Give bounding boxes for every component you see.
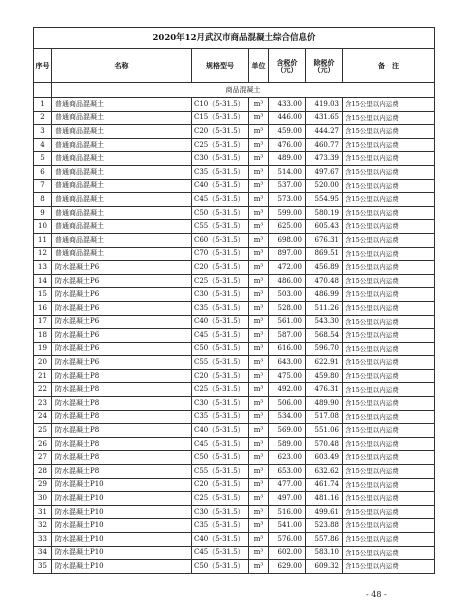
cell-no: 8: [34, 193, 52, 207]
cell-unit: m³: [249, 301, 269, 315]
cell-note: 含15公里以内运费: [343, 342, 435, 356]
cell-unit: m³: [249, 492, 269, 506]
cell-net-price: 596.70: [306, 342, 343, 356]
cell-net-price: 476.31: [306, 383, 343, 397]
cell-spec: C30（5-31.5）: [192, 397, 249, 411]
cell-tax-price: 625.00: [269, 220, 306, 234]
cell-tax-price: 573.00: [269, 193, 306, 207]
cell-net-price: 456.89: [306, 261, 343, 275]
cell-tax-price: 433.00: [269, 98, 306, 112]
cell-unit: m³: [249, 165, 269, 179]
table-row: [34, 492, 435, 506]
cell-note: 含15公里以内运费: [343, 410, 435, 424]
cell-name: 普通商品混凝土: [52, 98, 192, 112]
cell-unit: m³: [249, 206, 269, 220]
cell-name: 防水混凝土P8: [52, 397, 192, 411]
header-spec: 规格型号: [192, 49, 249, 83]
table-row: [34, 465, 435, 479]
cell-name: 防水混凝土P10: [52, 492, 192, 506]
cell-note: 含15公里以内运费: [343, 533, 435, 547]
header-note: 备 注: [343, 49, 435, 83]
table-row: [34, 560, 435, 574]
cell-tax-price: 623.00: [269, 451, 306, 465]
cell-net-price: 481.16: [306, 492, 343, 506]
cell-name: 普通商品混凝土: [52, 179, 192, 193]
cell-net-price: 497.67: [306, 165, 343, 179]
table-row: [34, 125, 435, 139]
cell-unit: m³: [249, 533, 269, 547]
cell-note: 含15公里以内运费: [343, 98, 435, 112]
cell-no: 18: [34, 329, 52, 343]
cell-name: 防水混凝土P10: [52, 560, 192, 574]
cell-spec: C40（5-31.5）: [192, 533, 249, 547]
cell-tax-price: 489.00: [269, 152, 306, 166]
cell-unit: m³: [249, 437, 269, 451]
cell-no: 7: [34, 179, 52, 193]
cell-tax-price: 587.00: [269, 329, 306, 343]
cell-tax-price: 477.00: [269, 478, 306, 492]
cell-net-price: 459.80: [306, 369, 343, 383]
cell-unit: m³: [249, 519, 269, 533]
cell-spec: C30（5-31.5）: [192, 152, 249, 166]
table-row: [34, 261, 435, 275]
cell-no: 35: [34, 560, 52, 574]
cell-no: 1: [34, 98, 52, 112]
cell-tax-price: 528.00: [269, 301, 306, 315]
cell-spec: C35（5-31.5）: [192, 410, 249, 424]
cell-spec: C35（5-31.5）: [192, 165, 249, 179]
cell-note: 含15公里以内运费: [343, 179, 435, 193]
cell-no: 30: [34, 492, 52, 506]
table-row: [34, 165, 435, 179]
table-row: [34, 478, 435, 492]
cell-name: 防水混凝土P6: [52, 342, 192, 356]
cell-unit: m³: [249, 383, 269, 397]
cell-unit: m³: [249, 193, 269, 207]
cell-net-price: 570.48: [306, 437, 343, 451]
cell-net-price: 489.90: [306, 397, 343, 411]
cell-net-price: 523.88: [306, 519, 343, 533]
cell-note: 含15公里以内运费: [343, 383, 435, 397]
cell-note: 含15公里以内运费: [343, 301, 435, 315]
cell-tax-price: 514.00: [269, 165, 306, 179]
cell-note: 含15公里以内运费: [343, 288, 435, 302]
cell-name: 防水混凝土P8: [52, 369, 192, 383]
cell-tax-price: 602.00: [269, 546, 306, 560]
cell-spec: C35（5-31.5）: [192, 301, 249, 315]
cell-no: 3: [34, 125, 52, 139]
cell-spec: C50（5-31.5）: [192, 342, 249, 356]
cell-tax-price: 446.00: [269, 111, 306, 125]
cell-unit: m³: [249, 179, 269, 193]
cell-note: 含15公里以内运费: [343, 233, 435, 247]
cell-tax-price: 503.00: [269, 288, 306, 302]
cell-no: 24: [34, 410, 52, 424]
cell-tax-price: 616.00: [269, 342, 306, 356]
cell-unit: m³: [249, 111, 269, 125]
cell-net-price: 609.32: [306, 560, 343, 574]
table-title: 2020年12月武汉市商品混凝土综合信息价: [34, 28, 435, 49]
cell-no: 21: [34, 369, 52, 383]
cell-unit: m³: [249, 220, 269, 234]
cell-no: 6: [34, 165, 52, 179]
cell-name: 普通商品混凝土: [52, 125, 192, 139]
cell-spec: C55（5-31.5）: [192, 220, 249, 234]
cell-no: 31: [34, 505, 52, 519]
table-row: [34, 315, 435, 329]
header-name: 名称: [52, 49, 192, 83]
cell-note: 含15公里以内运费: [343, 478, 435, 492]
cell-spec: C40（5-31.5）: [192, 315, 249, 329]
cell-name: 防水混凝土P6: [52, 288, 192, 302]
cell-note: 含15公里以内运费: [343, 138, 435, 152]
cell-net-price: 431.65: [306, 111, 343, 125]
header-unit: 单位: [249, 49, 269, 83]
cell-note: 含15公里以内运费: [343, 315, 435, 329]
cell-tax-price: 506.00: [269, 397, 306, 411]
cell-note: 含15公里以内运费: [343, 261, 435, 275]
header-net-price: 除税价 （元）: [306, 49, 343, 83]
cell-net-price: 461.74: [306, 478, 343, 492]
cell-unit: m³: [249, 505, 269, 519]
cell-tax-price: 537.00: [269, 179, 306, 193]
cell-net-price: 869.51: [306, 247, 343, 261]
cell-spec: C35（5-31.5）: [192, 519, 249, 533]
cell-name: 普通商品混凝土: [52, 152, 192, 166]
cell-name: 防水混凝土P10: [52, 478, 192, 492]
cell-tax-price: 541.00: [269, 519, 306, 533]
table-row: [34, 342, 435, 356]
table-row: [34, 193, 435, 207]
table-row: [34, 274, 435, 288]
cell-no: 10: [34, 220, 52, 234]
table-row: [34, 98, 435, 112]
cell-name: 防水混凝土P6: [52, 261, 192, 275]
cell-name: 防水混凝土P8: [52, 410, 192, 424]
cell-spec: C45（5-31.5）: [192, 437, 249, 451]
cell-unit: m³: [249, 233, 269, 247]
cell-unit: m³: [249, 546, 269, 560]
cell-net-price: 543.30: [306, 315, 343, 329]
cell-name: 普通商品混凝土: [52, 206, 192, 220]
cell-net-price: 580.19: [306, 206, 343, 220]
price-table: [33, 27, 435, 574]
cell-tax-price: 561.00: [269, 315, 306, 329]
cell-unit: m³: [249, 98, 269, 112]
cell-net-price: 499.61: [306, 505, 343, 519]
cell-note: 含15公里以内运费: [343, 492, 435, 506]
table-row: [34, 233, 435, 247]
cell-net-price: 605.43: [306, 220, 343, 234]
cell-note: 含15公里以内运费: [343, 356, 435, 370]
cell-no: 23: [34, 397, 52, 411]
cell-unit: m³: [249, 356, 269, 370]
cell-note: 含15公里以内运费: [343, 220, 435, 234]
cell-spec: C30（5-31.5）: [192, 288, 249, 302]
cell-net-price: 520.00: [306, 179, 343, 193]
cell-tax-price: 653.00: [269, 465, 306, 479]
cell-no: 33: [34, 533, 52, 547]
cell-net-price: 473.39: [306, 152, 343, 166]
cell-name: 防水混凝土P6: [52, 315, 192, 329]
cell-spec: C25（5-31.5）: [192, 274, 249, 288]
cell-name: 普通商品混凝土: [52, 111, 192, 125]
cell-no: 12: [34, 247, 52, 261]
cell-spec: C30（5-31.5）: [192, 505, 249, 519]
cell-tax-price: 476.00: [269, 138, 306, 152]
cell-spec: C20（5-31.5）: [192, 369, 249, 383]
cell-spec: C45（5-31.5）: [192, 546, 249, 560]
cell-name: 防水混凝土P6: [52, 356, 192, 370]
table-row: [34, 247, 435, 261]
cell-no: 9: [34, 206, 52, 220]
table-row: [34, 505, 435, 519]
cell-unit: m³: [249, 247, 269, 261]
cell-no: 22: [34, 383, 52, 397]
cell-unit: m³: [249, 410, 269, 424]
cell-tax-price: 534.00: [269, 410, 306, 424]
section-row: [34, 83, 435, 98]
cell-net-price: 554.95: [306, 193, 343, 207]
cell-note: 含15公里以内运费: [343, 165, 435, 179]
cell-name: 防水混凝土P10: [52, 533, 192, 547]
cell-net-price: 583.10: [306, 546, 343, 560]
table-row: [34, 533, 435, 547]
cell-net-price: 444.27: [306, 125, 343, 139]
cell-tax-price: 698.00: [269, 233, 306, 247]
section-blank: [34, 83, 52, 98]
cell-spec: C45（5-31.5）: [192, 329, 249, 343]
cell-note: 含15公里以内运费: [343, 193, 435, 207]
cell-no: 5: [34, 152, 52, 166]
table-row: [34, 410, 435, 424]
cell-spec: C40（5-31.5）: [192, 424, 249, 438]
cell-net-price: 557.86: [306, 533, 343, 547]
cell-spec: C70（5-31.5）: [192, 247, 249, 261]
table-row: [34, 451, 435, 465]
cell-tax-price: 475.00: [269, 369, 306, 383]
table-row: [34, 424, 435, 438]
cell-note: 含15公里以内运费: [343, 329, 435, 343]
cell-unit: m³: [249, 138, 269, 152]
cell-tax-price: 486.00: [269, 274, 306, 288]
cell-unit: m³: [249, 560, 269, 574]
cell-net-price: 632.62: [306, 465, 343, 479]
cell-no: 2: [34, 111, 52, 125]
cell-spec: C60（5-31.5）: [192, 233, 249, 247]
cell-note: 含15公里以内运费: [343, 152, 435, 166]
cell-no: 17: [34, 315, 52, 329]
cell-unit: m³: [249, 342, 269, 356]
cell-net-price: 419.03: [306, 98, 343, 112]
cell-spec: C15（5-31.5）: [192, 111, 249, 125]
table-row: [34, 111, 435, 125]
cell-tax-price: 459.00: [269, 125, 306, 139]
cell-tax-price: 516.00: [269, 505, 306, 519]
cell-net-price: 460.77: [306, 138, 343, 152]
cell-no: 27: [34, 451, 52, 465]
cell-note: 含15公里以内运费: [343, 424, 435, 438]
cell-tax-price: 599.00: [269, 206, 306, 220]
cell-spec: C20（5-31.5）: [192, 125, 249, 139]
table-row: [34, 546, 435, 560]
table-row: [34, 179, 435, 193]
cell-unit: m³: [249, 424, 269, 438]
cell-net-price: 470.48: [306, 274, 343, 288]
cell-no: 11: [34, 233, 52, 247]
cell-spec: C50（5-31.5）: [192, 560, 249, 574]
cell-no: 34: [34, 546, 52, 560]
cell-unit: m³: [249, 465, 269, 479]
cell-spec: C55（5-31.5）: [192, 356, 249, 370]
cell-name: 普通商品混凝土: [52, 220, 192, 234]
cell-unit: m³: [249, 125, 269, 139]
cell-note: 含15公里以内运费: [343, 397, 435, 411]
table-row: [34, 206, 435, 220]
cell-tax-price: 589.00: [269, 437, 306, 451]
cell-no: 13: [34, 261, 52, 275]
cell-note: 含15公里以内运费: [343, 206, 435, 220]
cell-note: 含15公里以内运费: [343, 465, 435, 479]
table-row: [34, 220, 435, 234]
cell-unit: m³: [249, 274, 269, 288]
table-row: [34, 138, 435, 152]
cell-note: 含15公里以内运费: [343, 274, 435, 288]
cell-unit: m³: [249, 152, 269, 166]
cell-tax-price: 497.00: [269, 492, 306, 506]
cell-no: 14: [34, 274, 52, 288]
cell-name: 防水混凝土P6: [52, 274, 192, 288]
cell-spec: C50（5-31.5）: [192, 206, 249, 220]
cell-unit: m³: [249, 329, 269, 343]
cell-no: 16: [34, 301, 52, 315]
cell-net-price: 486.99: [306, 288, 343, 302]
cell-note: 含15公里以内运费: [343, 437, 435, 451]
cell-net-price: 551.06: [306, 424, 343, 438]
cell-note: 含15公里以内运费: [343, 111, 435, 125]
cell-no: 28: [34, 465, 52, 479]
table-row: [34, 329, 435, 343]
cell-net-price: 511.26: [306, 301, 343, 315]
section-label: 商品混凝土: [52, 83, 435, 98]
cell-name: 普通商品混凝土: [52, 138, 192, 152]
cell-name: 防水混凝土P6: [52, 301, 192, 315]
cell-tax-price: 492.00: [269, 383, 306, 397]
cell-no: 20: [34, 356, 52, 370]
table-row: [34, 301, 435, 315]
cell-spec: C45（5-31.5）: [192, 193, 249, 207]
cell-no: 4: [34, 138, 52, 152]
cell-net-price: 676.31: [306, 233, 343, 247]
cell-spec: C50（5-31.5）: [192, 451, 249, 465]
cell-name: 防水混凝土P8: [52, 437, 192, 451]
table-row: [34, 152, 435, 166]
cell-spec: C25（5-31.5）: [192, 138, 249, 152]
cell-name: 防水混凝土P10: [52, 546, 192, 560]
cell-no: 19: [34, 342, 52, 356]
cell-spec: C10（5-31.5）: [192, 98, 249, 112]
cell-note: 含15公里以内运费: [343, 505, 435, 519]
cell-name: 普通商品混凝土: [52, 233, 192, 247]
cell-unit: m³: [249, 478, 269, 492]
table-row: [34, 519, 435, 533]
cell-tax-price: 629.00: [269, 560, 306, 574]
cell-name: 防水混凝土P6: [52, 329, 192, 343]
cell-name: 防水混凝土P10: [52, 505, 192, 519]
table-row: [34, 397, 435, 411]
cell-note: 含15公里以内运费: [343, 369, 435, 383]
cell-spec: C55（5-31.5）: [192, 465, 249, 479]
header-row: [34, 49, 435, 83]
cell-unit: m³: [249, 451, 269, 465]
header-tax-price: 含税价 （元）: [269, 49, 306, 83]
cell-tax-price: 569.00: [269, 424, 306, 438]
cell-spec: C20（5-31.5）: [192, 261, 249, 275]
cell-net-price: 603.49: [306, 451, 343, 465]
table-row: [34, 356, 435, 370]
table-row: [34, 383, 435, 397]
cell-net-price: 517.08: [306, 410, 343, 424]
cell-unit: m³: [249, 369, 269, 383]
cell-note: 含15公里以内运费: [343, 519, 435, 533]
cell-note: 含15公里以内运费: [343, 451, 435, 465]
cell-spec: C40（5-31.5）: [192, 179, 249, 193]
cell-no: 29: [34, 478, 52, 492]
header-no: 序号: [34, 49, 52, 83]
table-row: [34, 369, 435, 383]
cell-note: 含15公里以内运费: [343, 560, 435, 574]
cell-name: 防水混凝土P8: [52, 465, 192, 479]
cell-spec: C25（5-31.5）: [192, 383, 249, 397]
cell-no: 32: [34, 519, 52, 533]
cell-name: 普通商品混凝土: [52, 247, 192, 261]
cell-name: 防水混凝土P8: [52, 451, 192, 465]
cell-name: 普通商品混凝土: [52, 165, 192, 179]
cell-unit: m³: [249, 397, 269, 411]
cell-note: 含15公里以内运费: [343, 125, 435, 139]
cell-name: 防水混凝土P8: [52, 383, 192, 397]
cell-name: 普通商品混凝土: [52, 193, 192, 207]
cell-note: 含15公里以内运费: [343, 546, 435, 560]
cell-unit: m³: [249, 315, 269, 329]
cell-name: 防水混凝土P10: [52, 519, 192, 533]
cell-spec: C20（5-31.5）: [192, 478, 249, 492]
page-number: - 48 -: [366, 590, 387, 599]
cell-tax-price: 897.00: [269, 247, 306, 261]
table-row: [34, 437, 435, 451]
cell-tax-price: 472.00: [269, 261, 306, 275]
cell-name: 防水混凝土P8: [52, 424, 192, 438]
cell-no: 26: [34, 437, 52, 451]
cell-net-price: 568.54: [306, 329, 343, 343]
cell-unit: m³: [249, 288, 269, 302]
cell-unit: m³: [249, 261, 269, 275]
cell-tax-price: 643.00: [269, 356, 306, 370]
cell-spec: C25（5-31.5）: [192, 492, 249, 506]
table-row: [34, 288, 435, 302]
cell-tax-price: 576.00: [269, 533, 306, 547]
cell-net-price: 622.91: [306, 356, 343, 370]
cell-no: 15: [34, 288, 52, 302]
cell-no: 25: [34, 424, 52, 438]
cell-note: 含15公里以内运费: [343, 247, 435, 261]
